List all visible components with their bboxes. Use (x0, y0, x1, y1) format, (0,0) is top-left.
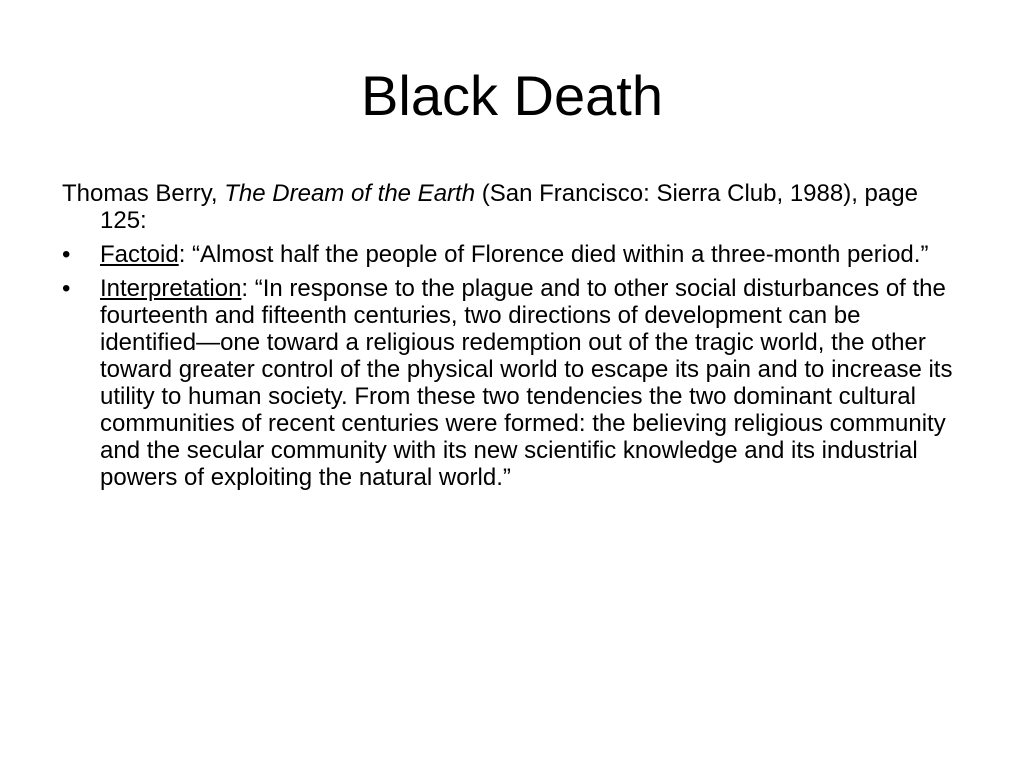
bullet-symbol: • (62, 241, 71, 268)
slide-body (62, 180, 962, 498)
citation-author: Thomas Berry, (62, 180, 225, 207)
bullet-term-factoid: Factoid (100, 241, 179, 268)
bullet-text-factoid: : “Almost half the people of Florence died within a three-month period.” (178, 241, 929, 268)
bullet-symbol: • (62, 275, 71, 302)
bullet-interpretation (62, 275, 962, 491)
citation-details: (San Francisco: Sierra Club, 1988), page 125: (100, 180, 918, 234)
citation (62, 180, 962, 234)
bullet-text-interpretation: : “In response to the plague and to other social disturbances of the fourteenth and fifteenth centuries, two directions of development can be identified—one toward a religious redemption out of the tragic world, the other toward greater control of the physical world to escape its pain and to increase its utility to human society. From these two tendencies the two dominant cultural communities of recent centuries were formed: the believing religious community and the secular community with its new scientific knowledge and its industrial powers of exploiting the natural world.” (100, 275, 953, 491)
citation-book-title: The Dream of the Earth (224, 180, 476, 207)
bullet-list (62, 241, 962, 491)
slide-title: Black Death (361, 64, 663, 127)
bullet-factoid (62, 241, 962, 268)
bullet-term-interpretation: Interpretation (100, 275, 242, 302)
